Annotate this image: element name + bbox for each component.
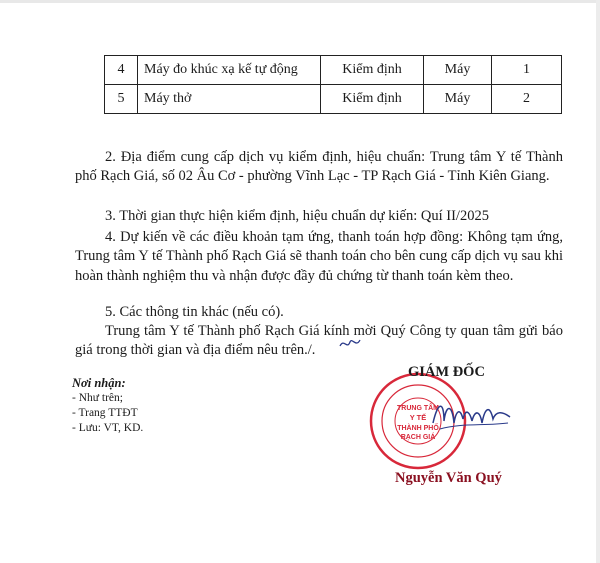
paragraph-invitation: Trung tâm Y tế Thành phố Rạch Giá kính mời Quý Công ty quan tâm gửi báo giá trong thời gian và địa điểm nêu trên./. — [75, 323, 563, 359]
unit: Máy — [424, 56, 492, 85]
page-right-edge — [596, 0, 600, 563]
initials-mark-icon — [338, 334, 364, 352]
quantity: 1 — [492, 56, 562, 85]
recipients-block — [72, 376, 143, 436]
recipient-item: - Trang TTĐT — [72, 407, 138, 419]
row-number: 4 — [105, 56, 138, 85]
equipment-name: Máy thở — [138, 85, 321, 114]
table-row — [105, 85, 562, 114]
signature-title: GIÁM ĐỐC — [408, 364, 485, 380]
recipient-item: - Lưu: VT, KD. — [72, 422, 144, 434]
seal-line: THÀNH PHỐ — [397, 425, 439, 432]
recipient-item: - Như trên; — [72, 392, 123, 404]
row-number: 5 — [105, 85, 138, 114]
unit: Máy — [424, 85, 492, 114]
signatory-name: Nguyễn Văn Quý — [395, 470, 502, 486]
quantity: 2 — [492, 85, 562, 114]
paragraph-time: 3. Thời gian thực hiện kiểm định, hiệu chuẩn dự kiến: Quí II/2025 — [105, 208, 489, 224]
paragraph-payment-terms: 4. Dự kiến về các điều khoản tạm ứng, thanh toán hợp đồng: Không tạm ứng, Trung tâm Y tế Thành phố Rạch Giá sẽ thanh toán cho bên cung cấp dịch vụ sau khi hoàn thành nghiệm thu và nhận được đầy đủ chứng từ thanh toán kèm theo. — [75, 229, 563, 284]
service-type: Kiểm định — [321, 56, 424, 85]
recipients-title: Nơi nhận: — [72, 376, 126, 390]
equipment-name: Máy đo khúc xạ kế tự động — [138, 56, 321, 85]
page-top-edge — [0, 0, 600, 3]
service-type: Kiểm định — [321, 85, 424, 114]
paragraph-location: 2. Địa điểm cung cấp dịch vụ kiểm định, hiệu chuẩn: Trung tâm Y tế Thành phố Rạch Giá, số 02 Âu Cơ - phường Vĩnh Lạc - TP Rạch Giá - Tỉnh Kiên Giang. — [75, 149, 563, 185]
equipment-table — [104, 55, 562, 114]
handwritten-signature-icon — [430, 393, 515, 438]
paragraph-other-info: 5. Các thông tin khác (nếu có). — [105, 304, 284, 320]
seal-line: TRUNG TÂM — [397, 405, 439, 412]
table-row — [105, 56, 562, 85]
seal-line: Y TẾ — [409, 413, 427, 422]
seal-line: RẠCH GIÁ — [400, 434, 436, 441]
